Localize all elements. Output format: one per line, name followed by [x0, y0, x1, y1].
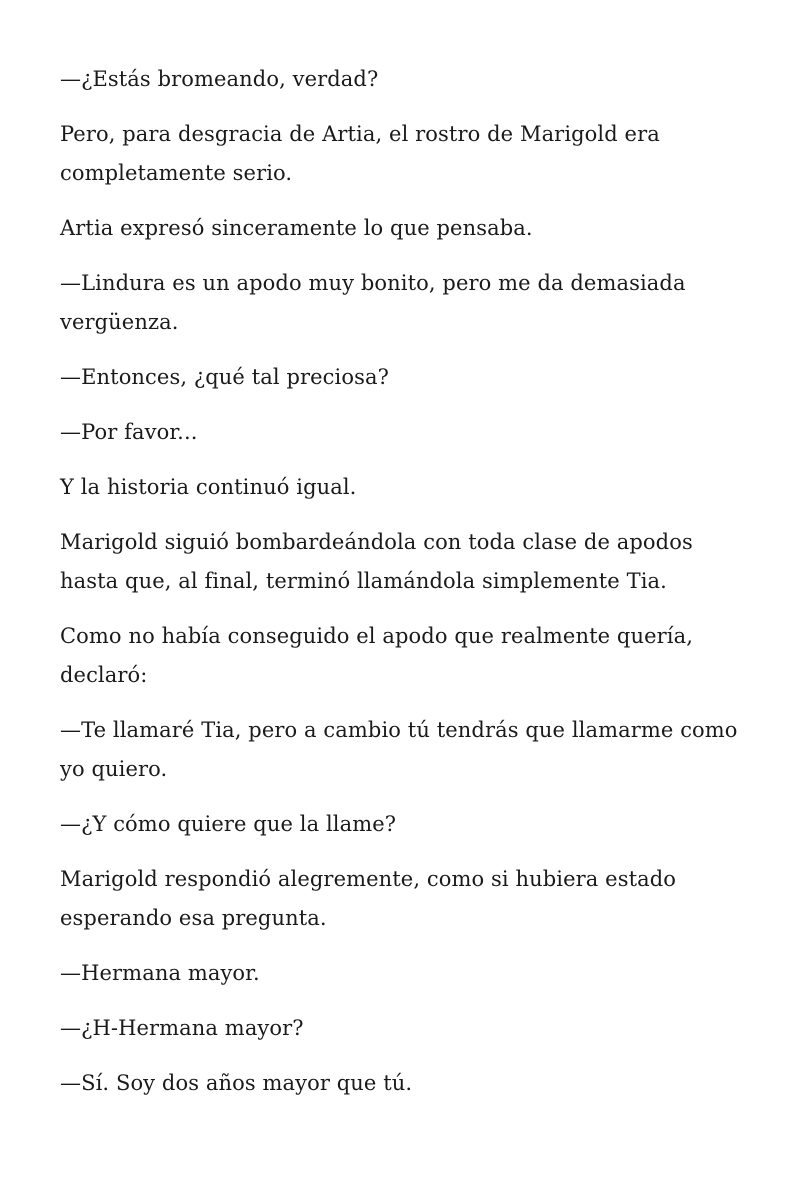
paragraph: Como no había conseguido el apodo que realmente quería, declaró: [60, 624, 693, 687]
paragraph: —Entonces, ¿qué tal preciosa? [60, 365, 389, 389]
paragraph: —¿H-Hermana mayor? [60, 1016, 304, 1040]
paragraph: —Hermana mayor. [60, 961, 260, 985]
paragraph: Y la historia continuó igual. [60, 475, 357, 499]
paragraph: —Te llamaré Tia, pero a cambio tú tendrás que llamarme como yo quiero. [60, 718, 738, 781]
paragraph: Marigold siguió bombardeándola con toda clase de apodos hasta que, al final, terminó llamándola simplemente Tia. [60, 530, 693, 593]
paragraph: —Lindura es un apodo muy bonito, pero me da demasiada vergüenza. [60, 271, 686, 334]
paragraph: Artia expresó sinceramente lo que pensaba. [60, 216, 533, 240]
paragraph: —Por favor... [60, 420, 198, 444]
paragraph: —¿Estás bromeando, verdad? [60, 67, 379, 91]
paragraph: Marigold respondió alegremente, como si hubiera estado esperando esa pregunta. [60, 867, 677, 930]
paragraph: Pero, para desgracia de Artia, el rostro de Marigold era completamente serio. [60, 122, 660, 185]
paragraph: —Sí. Soy dos años mayor que tú. [60, 1071, 413, 1095]
paragraph: —¿Y cómo quiere que la llame? [60, 812, 397, 836]
